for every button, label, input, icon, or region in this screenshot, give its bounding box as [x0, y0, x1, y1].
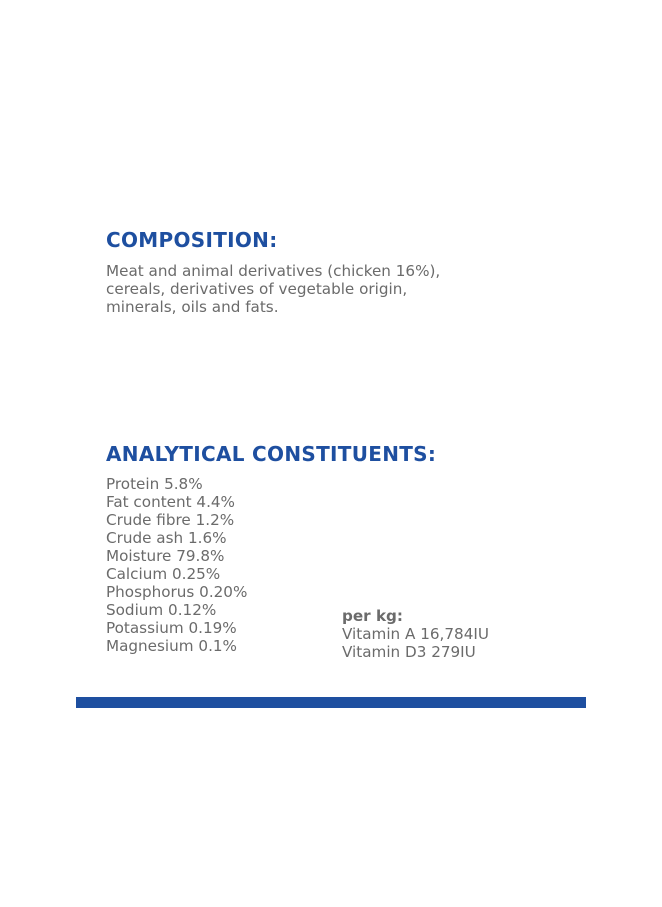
constituent-item: Sodium 0.12% [106, 601, 217, 619]
vitamin-item: Vitamin A 16,784IU [342, 625, 489, 643]
constituent-item: Crude ash 1.6% [106, 529, 227, 547]
constituent-item: Potassium 0.19% [106, 619, 237, 637]
divider-bar [76, 697, 586, 708]
per-kg-block [342, 607, 489, 661]
composition-line: Meat and animal derivatives (chicken 16%), [106, 262, 441, 280]
constituent-item: Protein 5.8% [106, 475, 203, 493]
constituent-item: Moisture 79.8% [106, 547, 225, 565]
per-kg-label: per kg: [342, 607, 403, 625]
constituent-item: Calcium 0.25% [106, 565, 221, 583]
constituent-item: Crude fibre 1.2% [106, 511, 235, 529]
constituent-item: Phosphorus 0.20% [106, 583, 248, 601]
vitamin-item: Vitamin D3 279IU [342, 643, 476, 661]
composition-heading: COMPOSITION: [106, 228, 278, 252]
composition-line: minerals, oils and fats. [106, 298, 279, 316]
constituent-item: Magnesium 0.1% [106, 637, 237, 655]
constituents-list [106, 475, 247, 655]
constituent-item: Fat content 4.4% [106, 493, 235, 511]
composition-text [106, 262, 586, 316]
analytical-constituents-heading: ANALYTICAL CONSTITUENTS: [106, 442, 437, 466]
composition-line: cereals, derivatives of vegetable origin, [106, 280, 408, 298]
